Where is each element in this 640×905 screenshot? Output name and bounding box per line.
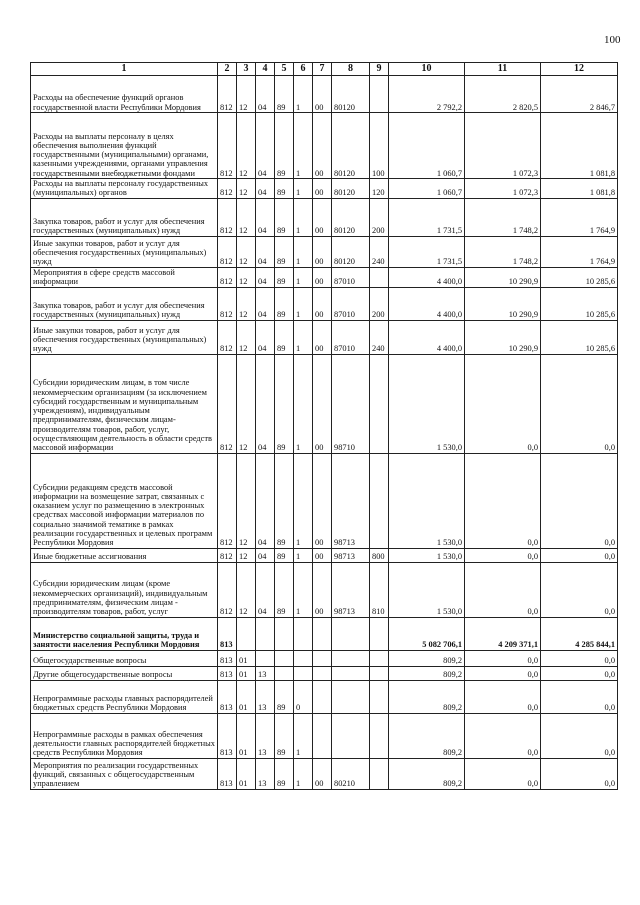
table-row: [31, 179, 618, 199]
row-value-cell: 10 285,6: [541, 287, 618, 320]
table-row: [31, 562, 618, 617]
row-code-cell: 12: [237, 236, 256, 267]
row-code-cell: 80120: [332, 113, 370, 179]
row-code-cell: 12: [237, 267, 256, 287]
row-code-cell: 1: [294, 548, 313, 562]
row-code-cell: 04: [256, 198, 275, 236]
row-code-cell: 89: [275, 548, 294, 562]
row-code-cell: 1: [294, 562, 313, 617]
row-code-cell: [370, 354, 389, 453]
row-code-cell: [370, 453, 389, 548]
row-code-cell: 813: [218, 650, 237, 666]
row-value-cell: 1 748,2: [465, 236, 541, 267]
row-code-cell: [313, 713, 332, 758]
row-code-cell: 00: [313, 453, 332, 548]
row-code-cell: 87010: [332, 267, 370, 287]
row-value-cell: 1 731,5: [389, 236, 465, 267]
column-header-11: 11: [465, 63, 541, 76]
table-row: [31, 76, 618, 113]
row-name-cell: Другие общегосударственные вопросы: [31, 666, 218, 680]
row-code-cell: [332, 680, 370, 713]
row-code-cell: 812: [218, 453, 237, 548]
row-code-cell: [370, 267, 389, 287]
row-name-cell: Мероприятия в сфере средств массовой информации: [31, 267, 218, 287]
row-name-cell: Непрограммные расходы главных распорядителей бюджетных средств Республики Мордовия: [31, 680, 218, 713]
row-code-cell: 00: [313, 113, 332, 179]
row-code-cell: 240: [370, 236, 389, 267]
row-code-cell: 80120: [332, 179, 370, 199]
row-code-cell: [313, 650, 332, 666]
row-code-cell: 1: [294, 113, 313, 179]
row-code-cell: 01: [237, 666, 256, 680]
row-code-cell: 1: [294, 758, 313, 789]
row-name-cell: Закупка товаров, работ и услуг для обеспечения государственных (муниципальных) нужд: [31, 287, 218, 320]
row-name-cell: Иные бюджетные ассигнования: [31, 548, 218, 562]
row-code-cell: 812: [218, 320, 237, 354]
row-name-cell: Субсидии юридическим лицам (кроме некоммерческих организаций), индивидуальным предпринимателям, физическим лицам - производителям товаров, работ, услуг: [31, 562, 218, 617]
row-code-cell: 89: [275, 287, 294, 320]
row-code-cell: 89: [275, 758, 294, 789]
row-code-cell: 89: [275, 76, 294, 113]
table-row: [31, 617, 618, 650]
row-code-cell: 87010: [332, 320, 370, 354]
row-code-cell: [370, 758, 389, 789]
table-row: [31, 236, 618, 267]
row-code-cell: 04: [256, 179, 275, 199]
table-row: [31, 548, 618, 562]
row-code-cell: 98710: [332, 354, 370, 453]
row-value-cell: 2 792,2: [389, 76, 465, 113]
row-code-cell: 0: [294, 680, 313, 713]
row-code-cell: [370, 666, 389, 680]
column-header-2: 2: [218, 63, 237, 76]
row-value-cell: 1 081,8: [541, 113, 618, 179]
row-code-cell: 240: [370, 320, 389, 354]
row-value-cell: 0,0: [541, 562, 618, 617]
row-code-cell: [294, 650, 313, 666]
table-row: [31, 320, 618, 354]
column-header-7: 7: [313, 63, 332, 76]
row-value-cell: 1 530,0: [389, 562, 465, 617]
row-value-cell: 2 846,7: [541, 76, 618, 113]
row-name-cell: Расходы на выплаты персоналу государственных (муниципальных) органов: [31, 179, 218, 199]
row-name-cell: Мероприятия по реализации государственных функций, связанных с общегосударственным управлением: [31, 758, 218, 789]
row-value-cell: 0,0: [465, 666, 541, 680]
row-code-cell: 812: [218, 287, 237, 320]
row-value-cell: 809,2: [389, 666, 465, 680]
row-value-cell: 0,0: [541, 354, 618, 453]
row-name-cell: Иные закупки товаров, работ и услуг для обеспечения государственных (муниципальных) нужд: [31, 236, 218, 267]
row-code-cell: 00: [313, 548, 332, 562]
table-row: [31, 453, 618, 548]
table-row: [31, 758, 618, 789]
row-value-cell: 0,0: [465, 548, 541, 562]
row-code-cell: 1: [294, 236, 313, 267]
column-header-6: 6: [294, 63, 313, 76]
row-code-cell: 100: [370, 113, 389, 179]
row-code-cell: [256, 617, 275, 650]
row-value-cell: 1 530,0: [389, 548, 465, 562]
row-name-cell: Закупка товаров, работ и услуг для обеспечения государственных (муниципальных) нужд: [31, 198, 218, 236]
row-value-cell: 0,0: [465, 453, 541, 548]
row-code-cell: 810: [370, 562, 389, 617]
row-code-cell: 04: [256, 113, 275, 179]
row-code-cell: 812: [218, 548, 237, 562]
row-code-cell: 89: [275, 179, 294, 199]
row-code-cell: 80120: [332, 198, 370, 236]
row-code-cell: [370, 650, 389, 666]
table-row: [31, 113, 618, 179]
row-value-cell: 809,2: [389, 713, 465, 758]
row-code-cell: 87010: [332, 287, 370, 320]
row-value-cell: 10 285,6: [541, 320, 618, 354]
row-code-cell: [275, 666, 294, 680]
row-code-cell: 13: [256, 713, 275, 758]
row-value-cell: 1 081,8: [541, 179, 618, 199]
row-code-cell: 12: [237, 453, 256, 548]
table-header-row: [31, 63, 618, 76]
column-header-3: 3: [237, 63, 256, 76]
row-value-cell: 0,0: [541, 713, 618, 758]
row-name-cell: Субсидии юридическим лицам, в том числе некоммерческим организациям (за исключением субсидий государственным и муниципальным учреждениям), индивидуальным предпринимателям, физическим лицам- производителям товаров, работ, услуг, осуществляющим деятельность в области средств массовой информации: [31, 354, 218, 453]
row-code-cell: 89: [275, 320, 294, 354]
table-row: [31, 713, 618, 758]
row-code-cell: 00: [313, 758, 332, 789]
column-header-8: 8: [332, 63, 370, 76]
row-value-cell: 1 060,7: [389, 179, 465, 199]
row-code-cell: 00: [313, 562, 332, 617]
row-value-cell: 2 820,5: [465, 76, 541, 113]
table-row: [31, 666, 618, 680]
table-body: [31, 76, 618, 790]
row-code-cell: 1: [294, 287, 313, 320]
row-value-cell: 10 290,9: [465, 287, 541, 320]
row-code-cell: 04: [256, 548, 275, 562]
row-name-cell: Субсидии редакциям средств массовой информации на возмещение затрат, связанных с оказанием услуг по размещению в электронных средствах массовой информации материалов по социально значимой тематике в рамках реализации государственных и целевых программ Республики Мордовия: [31, 453, 218, 548]
row-code-cell: 89: [275, 236, 294, 267]
row-code-cell: 00: [313, 236, 332, 267]
column-header-4: 4: [256, 63, 275, 76]
row-code-cell: 00: [313, 179, 332, 199]
row-value-cell: 1 530,0: [389, 354, 465, 453]
row-code-cell: [294, 666, 313, 680]
row-code-cell: 00: [313, 320, 332, 354]
row-code-cell: 813: [218, 617, 237, 650]
row-code-cell: 1: [294, 320, 313, 354]
row-code-cell: [332, 650, 370, 666]
row-value-cell: 1 731,5: [389, 198, 465, 236]
row-code-cell: 80120: [332, 76, 370, 113]
row-code-cell: 1: [294, 179, 313, 199]
row-code-cell: [294, 617, 313, 650]
row-value-cell: 1 060,7: [389, 113, 465, 179]
row-code-cell: 04: [256, 267, 275, 287]
row-code-cell: 89: [275, 713, 294, 758]
row-code-cell: 12: [237, 76, 256, 113]
row-code-cell: 1: [294, 354, 313, 453]
row-value-cell: 4 285 844,1: [541, 617, 618, 650]
row-code-cell: [332, 713, 370, 758]
row-code-cell: 01: [237, 713, 256, 758]
row-value-cell: 809,2: [389, 650, 465, 666]
row-code-cell: 04: [256, 76, 275, 113]
row-code-cell: 200: [370, 287, 389, 320]
column-header-10: 10: [389, 63, 465, 76]
row-value-cell: 1 764,9: [541, 198, 618, 236]
row-code-cell: 04: [256, 236, 275, 267]
row-value-cell: 0,0: [465, 680, 541, 713]
row-value-cell: 10 290,9: [465, 320, 541, 354]
row-code-cell: 00: [313, 198, 332, 236]
row-code-cell: 89: [275, 113, 294, 179]
row-code-cell: 813: [218, 713, 237, 758]
row-code-cell: [313, 617, 332, 650]
table-row: [31, 680, 618, 713]
row-code-cell: 1: [294, 453, 313, 548]
row-code-cell: 00: [313, 287, 332, 320]
row-code-cell: 813: [218, 666, 237, 680]
row-value-cell: 0,0: [541, 680, 618, 713]
row-code-cell: 812: [218, 76, 237, 113]
column-header-9: 9: [370, 63, 389, 76]
row-name-cell: Расходы на выплаты персоналу в целях обеспечения выполнения функций государственными (муниципальными) органами, казенными учреждениями, органами управления государственными внебюджетными фондами: [31, 113, 218, 179]
row-code-cell: 89: [275, 354, 294, 453]
row-code-cell: 12: [237, 320, 256, 354]
row-value-cell: 5 082 706,1: [389, 617, 465, 650]
page-number: 100: [604, 34, 621, 46]
row-value-cell: 10 290,9: [465, 267, 541, 287]
row-code-cell: 13: [256, 758, 275, 789]
row-code-cell: [370, 680, 389, 713]
table-row: [31, 287, 618, 320]
row-name-cell: Иные закупки товаров, работ и услуг для обеспечения государственных (муниципальных) нужд: [31, 320, 218, 354]
row-value-cell: 0,0: [541, 453, 618, 548]
row-code-cell: [237, 617, 256, 650]
row-code-cell: 13: [256, 666, 275, 680]
row-code-cell: 01: [237, 650, 256, 666]
row-value-cell: 809,2: [389, 758, 465, 789]
row-name-cell: Министерство социальной защиты, труда и занятости населения Республики Мордовия: [31, 617, 218, 650]
row-value-cell: 4 400,0: [389, 287, 465, 320]
row-value-cell: 0,0: [465, 354, 541, 453]
table-row: [31, 650, 618, 666]
row-value-cell: 1 764,9: [541, 236, 618, 267]
row-code-cell: 04: [256, 287, 275, 320]
row-value-cell: 10 285,6: [541, 267, 618, 287]
row-code-cell: 812: [218, 562, 237, 617]
row-code-cell: 1: [294, 198, 313, 236]
row-code-cell: 01: [237, 758, 256, 789]
row-name-cell: Непрограммные расходы в рамках обеспечения деятельности главных распорядителей бюджетных средств Республики Мордовия: [31, 713, 218, 758]
row-code-cell: 1: [294, 713, 313, 758]
row-code-cell: 12: [237, 562, 256, 617]
row-code-cell: [275, 617, 294, 650]
row-code-cell: 13: [256, 680, 275, 713]
row-code-cell: 1: [294, 76, 313, 113]
row-code-cell: 80210: [332, 758, 370, 789]
row-code-cell: 12: [237, 179, 256, 199]
row-code-cell: 00: [313, 267, 332, 287]
row-code-cell: 812: [218, 179, 237, 199]
row-code-cell: 813: [218, 758, 237, 789]
row-code-cell: 12: [237, 198, 256, 236]
row-code-cell: 04: [256, 354, 275, 453]
row-value-cell: 1 530,0: [389, 453, 465, 548]
row-value-cell: 1 072,3: [465, 179, 541, 199]
row-code-cell: 89: [275, 562, 294, 617]
row-value-cell: 0,0: [541, 758, 618, 789]
row-code-cell: [332, 617, 370, 650]
row-code-cell: 812: [218, 236, 237, 267]
row-value-cell: 0,0: [541, 548, 618, 562]
row-code-cell: 04: [256, 562, 275, 617]
row-code-cell: 200: [370, 198, 389, 236]
column-header-12: 12: [541, 63, 618, 76]
row-code-cell: 812: [218, 354, 237, 453]
column-header-5: 5: [275, 63, 294, 76]
row-code-cell: 00: [313, 354, 332, 453]
row-code-cell: [370, 713, 389, 758]
row-code-cell: 04: [256, 320, 275, 354]
row-value-cell: 4 209 371,1: [465, 617, 541, 650]
row-value-cell: 1 748,2: [465, 198, 541, 236]
row-value-cell: 1 072,3: [465, 113, 541, 179]
row-value-cell: 0,0: [465, 713, 541, 758]
row-code-cell: 812: [218, 198, 237, 236]
row-value-cell: 0,0: [465, 562, 541, 617]
row-code-cell: [370, 76, 389, 113]
row-code-cell: 80120: [332, 236, 370, 267]
row-code-cell: 01: [237, 680, 256, 713]
row-code-cell: [332, 666, 370, 680]
row-value-cell: 4 400,0: [389, 320, 465, 354]
row-value-cell: 4 400,0: [389, 267, 465, 287]
row-code-cell: [313, 666, 332, 680]
row-value-cell: 0,0: [541, 666, 618, 680]
column-header-1: 1: [31, 63, 218, 76]
row-code-cell: 89: [275, 680, 294, 713]
row-code-cell: [313, 680, 332, 713]
row-code-cell: 12: [237, 548, 256, 562]
row-code-cell: 12: [237, 113, 256, 179]
row-code-cell: 89: [275, 198, 294, 236]
row-code-cell: 812: [218, 267, 237, 287]
row-code-cell: 98713: [332, 453, 370, 548]
budget-table: [30, 62, 618, 790]
row-code-cell: [275, 650, 294, 666]
row-code-cell: 04: [256, 453, 275, 548]
table-row: [31, 267, 618, 287]
row-code-cell: 12: [237, 354, 256, 453]
row-code-cell: 800: [370, 548, 389, 562]
row-code-cell: 89: [275, 267, 294, 287]
row-value-cell: 0,0: [465, 650, 541, 666]
row-name-cell: Общегосударственные вопросы: [31, 650, 218, 666]
row-code-cell: 1: [294, 267, 313, 287]
row-code-cell: 12: [237, 287, 256, 320]
row-code-cell: 98713: [332, 562, 370, 617]
row-value-cell: 809,2: [389, 680, 465, 713]
row-value-cell: 0,0: [465, 758, 541, 789]
row-code-cell: 00: [313, 76, 332, 113]
row-code-cell: [256, 650, 275, 666]
row-value-cell: 0,0: [541, 650, 618, 666]
table-row: [31, 198, 618, 236]
row-name-cell: Расходы на обеспечение функций органов государственной власти Республики Мордовия: [31, 76, 218, 113]
table-row: [31, 354, 618, 453]
row-code-cell: 89: [275, 453, 294, 548]
row-code-cell: [370, 617, 389, 650]
row-code-cell: 813: [218, 680, 237, 713]
row-code-cell: 812: [218, 113, 237, 179]
row-code-cell: 120: [370, 179, 389, 199]
row-code-cell: 98713: [332, 548, 370, 562]
